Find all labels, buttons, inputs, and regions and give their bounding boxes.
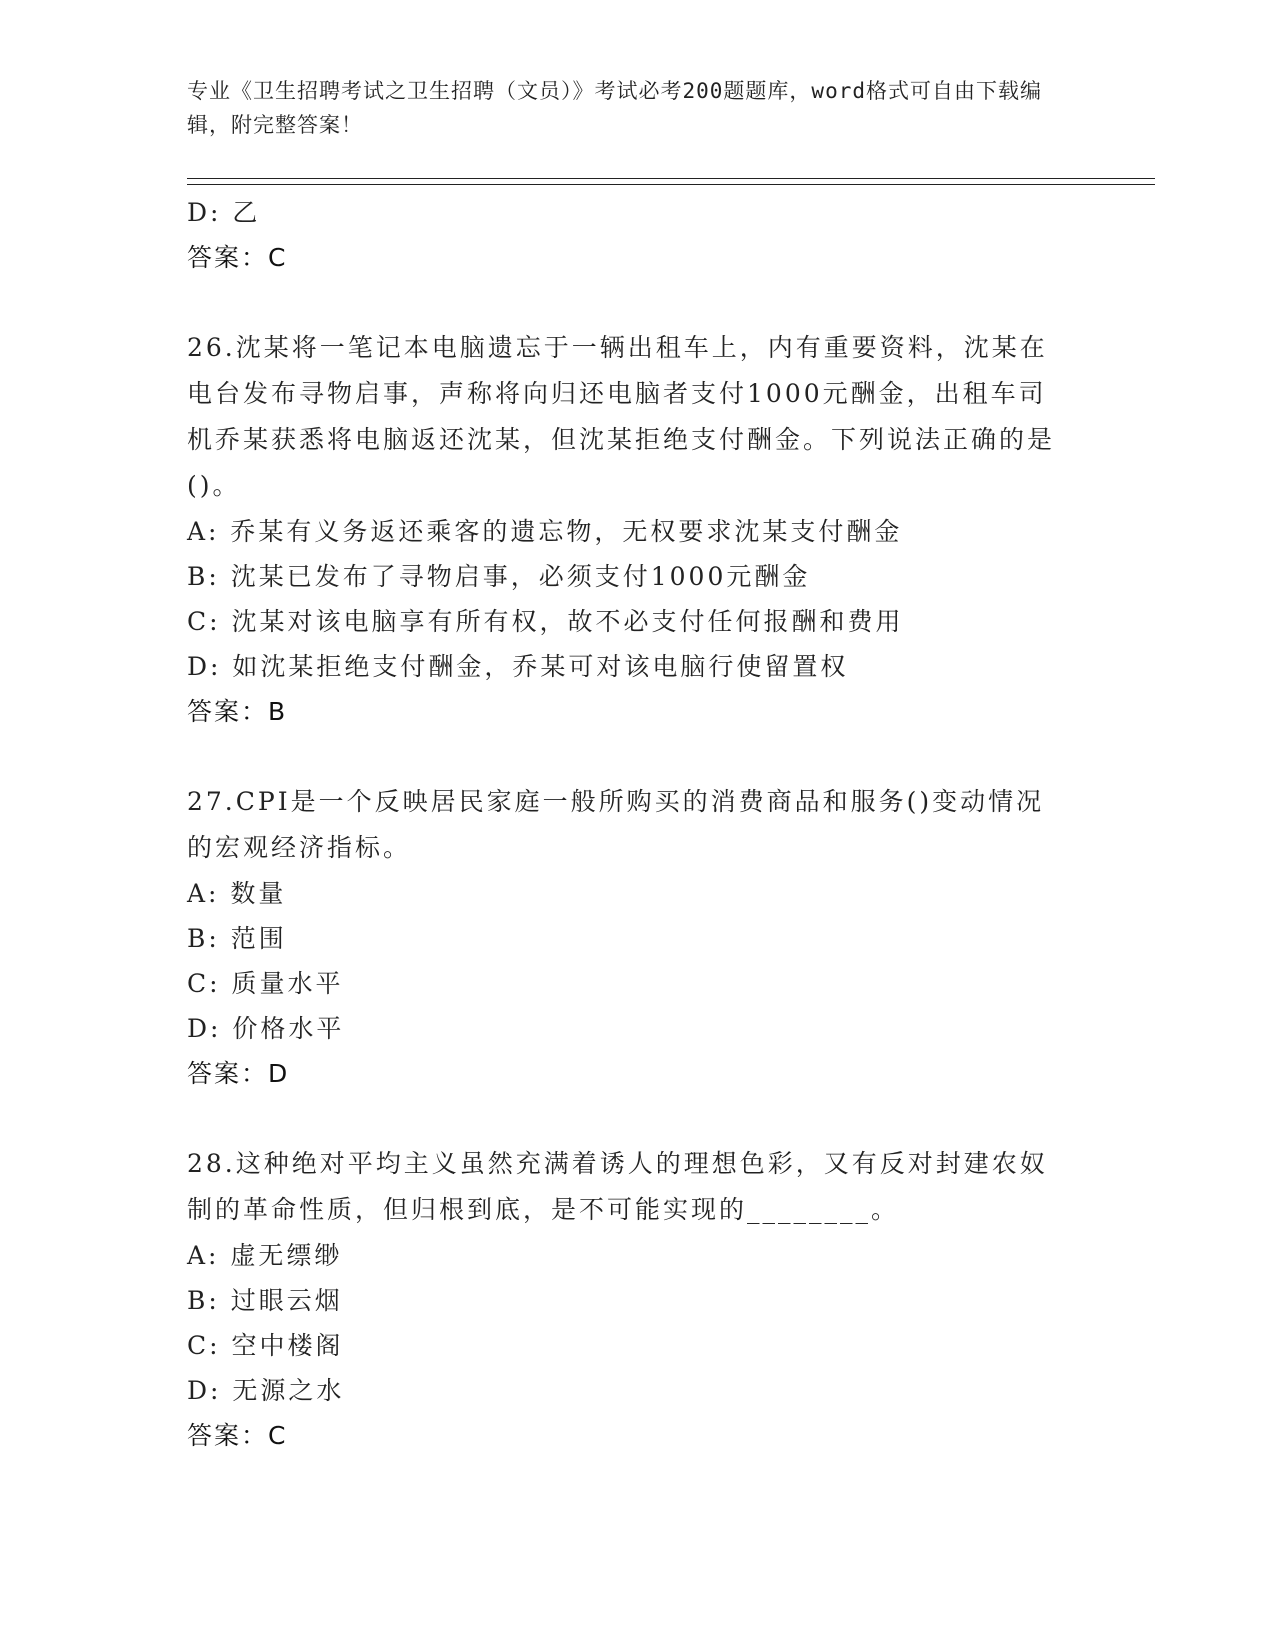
option-b: B: 过眼云烟 (187, 1286, 343, 1315)
option-b: B: 范围 (187, 924, 287, 953)
answer-line: 答案：C (187, 1421, 288, 1450)
previous-question-tail (187, 190, 1087, 281)
option-a: A: 乔某有义务返还乘客的遗忘物，无权要求沈某支付酬金 (187, 517, 903, 546)
question-27 (187, 779, 1087, 1097)
answer-line: 答案：B (187, 697, 288, 726)
option-d: D: 乙 (187, 198, 261, 227)
answer-line: 答案：D (187, 1059, 290, 1088)
answer-line: 答案：C (187, 243, 288, 272)
option-b: B: 沈某已发布了寻物启事，必须支付1000元酬金 (187, 562, 811, 591)
question-stem: 26.沈某将一笔记本电脑遗忘于一辆出租车上，内有重要资料，沈某在电台发布寻物启事，声称将向归还电脑者支付1000元酬金，出租车司机乔某获悉将电脑返还沈某，但沈某拒绝支付酬金。下列说法正确的是()。 (187, 333, 1056, 500)
option-d: D: 无源之水 (187, 1376, 345, 1405)
option-c: C: 空中楼阁 (187, 1331, 344, 1360)
option-c: C: 沈某对该电脑享有所有权，故不必支付任何报酬和费用 (187, 607, 904, 636)
option-a: A: 虚无缥缈 (187, 1241, 343, 1270)
option-a: A: 数量 (187, 879, 287, 908)
question-list (187, 190, 1087, 1459)
header-rule-bottom (187, 184, 1155, 185)
option-c: C: 质量水平 (187, 969, 344, 998)
header-rule-top (187, 178, 1155, 179)
option-d: D: 价格水平 (187, 1014, 345, 1043)
option-d: D: 如沈某拒绝支付酬金，乔某可对该电脑行使留置权 (187, 652, 849, 681)
question-stem: 27.CPI是一个反映居民家庭一般所购买的消费商品和服务()变动情况的宏观经济指标。 (187, 787, 1045, 862)
question-stem: 28.这种绝对平均主义虽然充满着诱人的理想色彩，又有反对封建农奴制的革命性质，但归根到底，是不可能实现的________。 (187, 1149, 1048, 1224)
page-header: 专业《卫生招聘考试之卫生招聘（文员）》考试必考200题题库，word格式可自由下载编辑，附完整答案！ (187, 79, 1042, 137)
question-26 (187, 325, 1087, 735)
question-28 (187, 1141, 1087, 1459)
